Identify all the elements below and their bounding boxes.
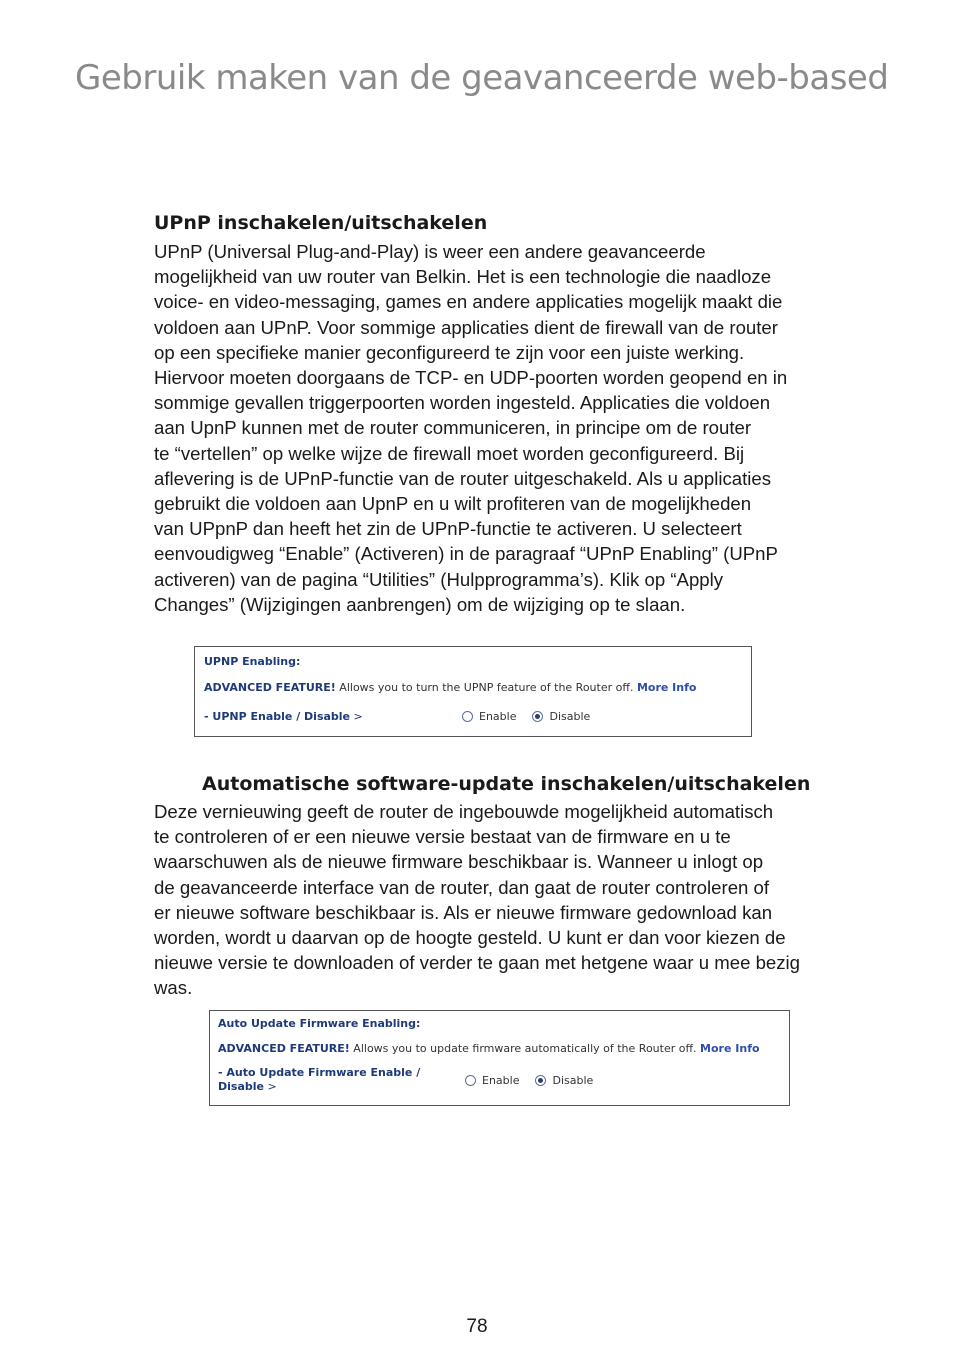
paragraph-line: op een specifieke manier geconfigureerd te zijn voor een juiste werking. xyxy=(154,341,745,363)
upnp-radio-group xyxy=(462,710,600,723)
paragraph-line: waarschuwen als de nieuwe firmware beschikbaar is. Wanneer u inlogt op xyxy=(154,851,764,873)
paragraph-line: UPnP (Universal Plug-and-Play) is weer een andere geavanceerde xyxy=(154,241,706,262)
paragraph-line: was. xyxy=(154,977,193,999)
paragraph-line: aflevering is de UPnP-functie van de router uitgeschakeld. Als u applicaties xyxy=(154,467,772,489)
panel-description-text: Allows you to update firmware automatically of the Router off. xyxy=(349,1042,701,1055)
paragraph-line: mogelijkheid van uw router van Belkin. Het is een technologie die naadloze xyxy=(154,266,772,288)
paragraph-line: activeren) van de pagina “Utilities” (Hulpprogramma’s). Klik op “Apply xyxy=(154,568,724,590)
more-info-link[interactable]: More Info xyxy=(700,1042,760,1055)
paragraph-line: worden, wordt u daarvan op de hoogte gesteld. U kunt er dan voor kiezen de xyxy=(154,927,786,949)
enable-radio-label: Enable xyxy=(482,1074,520,1087)
page-number: 78 xyxy=(466,1316,488,1337)
enable-radio-label: Enable xyxy=(479,710,517,723)
panel-description xyxy=(218,1042,760,1055)
more-info-link[interactable]: More Info xyxy=(636,681,697,694)
paragraph-line: van UPpnP dan heeft het zin de UPnP-functie te activeren. U selecteert xyxy=(154,518,742,540)
disable-radio-label: Disable xyxy=(552,1074,594,1087)
section-heading-auto-update: Automatische software-update inschakelen/uitschakelen xyxy=(202,773,811,795)
paragraph-line: te “vertellen” op welke wijze de firewall moet worden geconfigureerd. Bij xyxy=(154,442,745,464)
advanced-feature-label: ADVANCED FEATURE! xyxy=(204,681,336,694)
section-heading-upnp: UPnP inschakelen/uitschakelen xyxy=(154,212,488,234)
enable-radio[interactable] xyxy=(462,711,473,722)
paragraph-line: gebruikt die voldoen aan UpnP en u wilt profiteren van de mogelijkheden xyxy=(154,493,752,515)
upnp-enabling-panel xyxy=(194,646,752,737)
disable-radio-label: Disable xyxy=(549,710,591,723)
disable-radio[interactable] xyxy=(532,711,543,722)
disable-radio[interactable] xyxy=(535,1075,546,1086)
paragraph-auto-update xyxy=(154,799,800,1001)
paragraph-line: Changes” (Wijzigingen aanbrengen) om de wijziging op te slaan. xyxy=(154,593,686,615)
auto-update-radio-group xyxy=(465,1074,603,1087)
panel-title: Auto Update Firmware Enabling: xyxy=(218,1017,421,1030)
enable-radio[interactable] xyxy=(465,1075,476,1086)
paragraph-line: Hiervoor moeten doorgaans de TCP- en UDP-poorten worden geopend en in xyxy=(154,367,788,389)
paragraph-line: te controleren of er een nieuwe versie bestaat van de firmware en u te xyxy=(154,826,731,848)
paragraph-line: eenvoudigweg “Enable” (Activeren) in de paragraaf “UPnP Enabling” (UPnP xyxy=(154,543,778,565)
paragraph-line: Deze vernieuwing geeft de router de ingebouwde mogelijkheid automatisch xyxy=(154,801,774,822)
auto-update-enable-disable-label: - Auto Update Firmware Enable / Disable > xyxy=(218,1066,421,1093)
page-title: Gebruik maken van de geavanceerde web-based xyxy=(75,58,889,98)
paragraph-line: voice- en video-messaging, games en andere applicaties mogelijk maakt die xyxy=(154,291,783,313)
paragraph-line: nieuwe versie te downloaden of verder te gaan met hetgene waar u mee bezig xyxy=(154,952,801,974)
paragraph-line: sommige gevallen triggerpoorten worden ingesteld. Applicaties die voldoen xyxy=(154,392,771,414)
paragraph-upnp xyxy=(154,239,787,617)
panel-description-text: Allows you to turn the UPNP feature of the Router off. xyxy=(335,681,637,694)
paragraph-line: de geavanceerde interface van de router, dan gaat de router controleren of xyxy=(154,876,770,898)
panel-description xyxy=(204,681,696,694)
upnp-enable-disable-label: - UPNP Enable / Disable > xyxy=(204,710,363,723)
paragraph-line: voldoen aan UPnP. Voor sommige applicaties dient de firewall van de router xyxy=(154,316,778,338)
panel-title: UPNP Enabling: xyxy=(204,655,301,668)
auto-update-firmware-panel xyxy=(209,1010,790,1106)
advanced-feature-label: ADVANCED FEATURE! xyxy=(218,1042,350,1055)
paragraph-line: aan UpnP kunnen met de router communiceren, in principe om de router xyxy=(154,417,752,439)
paragraph-line: er nieuwe software beschikbaar is. Als er nieuwe firmware gedownload kan xyxy=(154,901,773,923)
